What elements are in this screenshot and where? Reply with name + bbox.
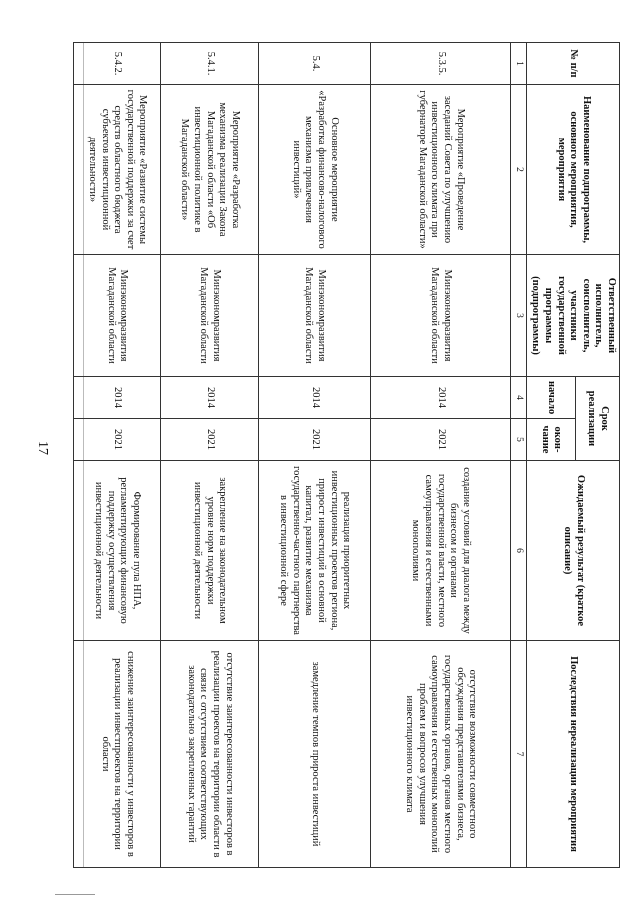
table-container <box>86 42 620 867</box>
header-term: Срок реализации <box>575 377 619 461</box>
header-consequence: Последствия нереализации мероприятия <box>526 641 619 868</box>
table-row <box>73 43 160 868</box>
row-executor: Минэкономразвития Магаданской области <box>73 255 160 377</box>
row-name: Мероприятие «Развитие системы государственной поддержки за счет средств областного бюджета субъектов инвестиционной деятельности» <box>73 85 160 255</box>
col-number: 7 <box>510 641 526 868</box>
row-result: создание условий для диалога между бизнесом и органами государственной власти, местного самоуправления и естественными монополиями <box>370 461 510 641</box>
row-start: 2014 <box>258 377 370 419</box>
row-start: 2014 <box>370 377 510 419</box>
row-name: Мероприятие «Проведение заседаний Совета по улучшению инвестиционного климата при губернаторе Магаданской области» <box>370 85 510 255</box>
row-num: 5.4.1. <box>160 43 258 85</box>
col-number: 5 <box>510 419 526 461</box>
column-numbers-row <box>510 43 526 868</box>
row-name: Мероприятие «Разработка механизма реализации Закона Магаданской области «Об инвестиционной политике в Магаданской области» <box>160 85 258 255</box>
row-result: закрепление на законодательном уровне норм поддержки инвестиционной деятельности <box>160 461 258 641</box>
row-name: Основное мероприятие «Разработка финансово-налогового механизма привлечения инвестиций» <box>258 85 370 255</box>
row-num: 5.4. <box>258 43 370 85</box>
row-end: 2021 <box>258 419 370 461</box>
row-executor: Минэкономразвития Магаданской области <box>370 255 510 377</box>
header-name: Наименование подпрограммы, основного мероприятия, мероприятия <box>526 85 619 255</box>
col-number: 4 <box>510 377 526 419</box>
header-row <box>575 43 619 868</box>
row-result: реализация приоритетных инвестиционных проектов региона, прирост инвестиций в основной капитал, развитие механизма государственно-частного партнерства в инвестиционной сфере <box>258 461 370 641</box>
footer-rule <box>55 894 95 895</box>
row-start: 2014 <box>73 377 160 419</box>
header-end: окон-чание <box>526 419 575 461</box>
row-end: 2021 <box>160 419 258 461</box>
header-result: Ожидаемый результат (краткое описание) <box>526 461 619 641</box>
program-measures-table <box>73 42 620 868</box>
col-number: 2 <box>510 85 526 255</box>
row-consequence: замедление темпов прироста инвестиций <box>258 641 370 868</box>
row-consequence: отсутствие заинтересованности инвесторов в реализации проектов на территории области в связи с отсутствием соответствующих законодательно закрепленных гарантий <box>160 641 258 868</box>
row-executor: Минэкономразвития Магаданской области <box>160 255 258 377</box>
col-number: 3 <box>510 255 526 377</box>
row-num: 5.3.5. <box>370 43 510 85</box>
table-row <box>258 43 370 868</box>
header-executor: Ответственный исполнитель, соисполнитель, участники государственной программы (подпрограммы) <box>526 255 619 377</box>
row-end: 2021 <box>73 419 160 461</box>
row-result: Формирование пула НПА, регламентирующих финансовую поддержку осуществления инвестиционной деятельности <box>73 461 160 641</box>
row-consequence: отсутствие возможности совместного обсуждения представителями бизнеса, государственных органов, органов местного самоуправления и естественных монополий проблем и вопросов улучшения инвестиционного климата <box>370 641 510 868</box>
col-number: 6 <box>510 461 526 641</box>
row-start: 2014 <box>160 377 258 419</box>
table-row <box>370 43 510 868</box>
table-row <box>160 43 258 868</box>
row-executor: Минэкономразвития Магаданской области <box>258 255 370 377</box>
col-number: 1 <box>510 43 526 85</box>
header-num: № п/п <box>526 43 619 85</box>
row-end: 2021 <box>370 419 510 461</box>
row-consequence: снижение заинтересованности у инвесторов в реализации инвестпроектов на территории области <box>73 641 160 868</box>
row-num: 5.4.2. <box>73 43 160 85</box>
page-number: 17 <box>35 441 50 455</box>
header-start: начало <box>526 377 575 419</box>
